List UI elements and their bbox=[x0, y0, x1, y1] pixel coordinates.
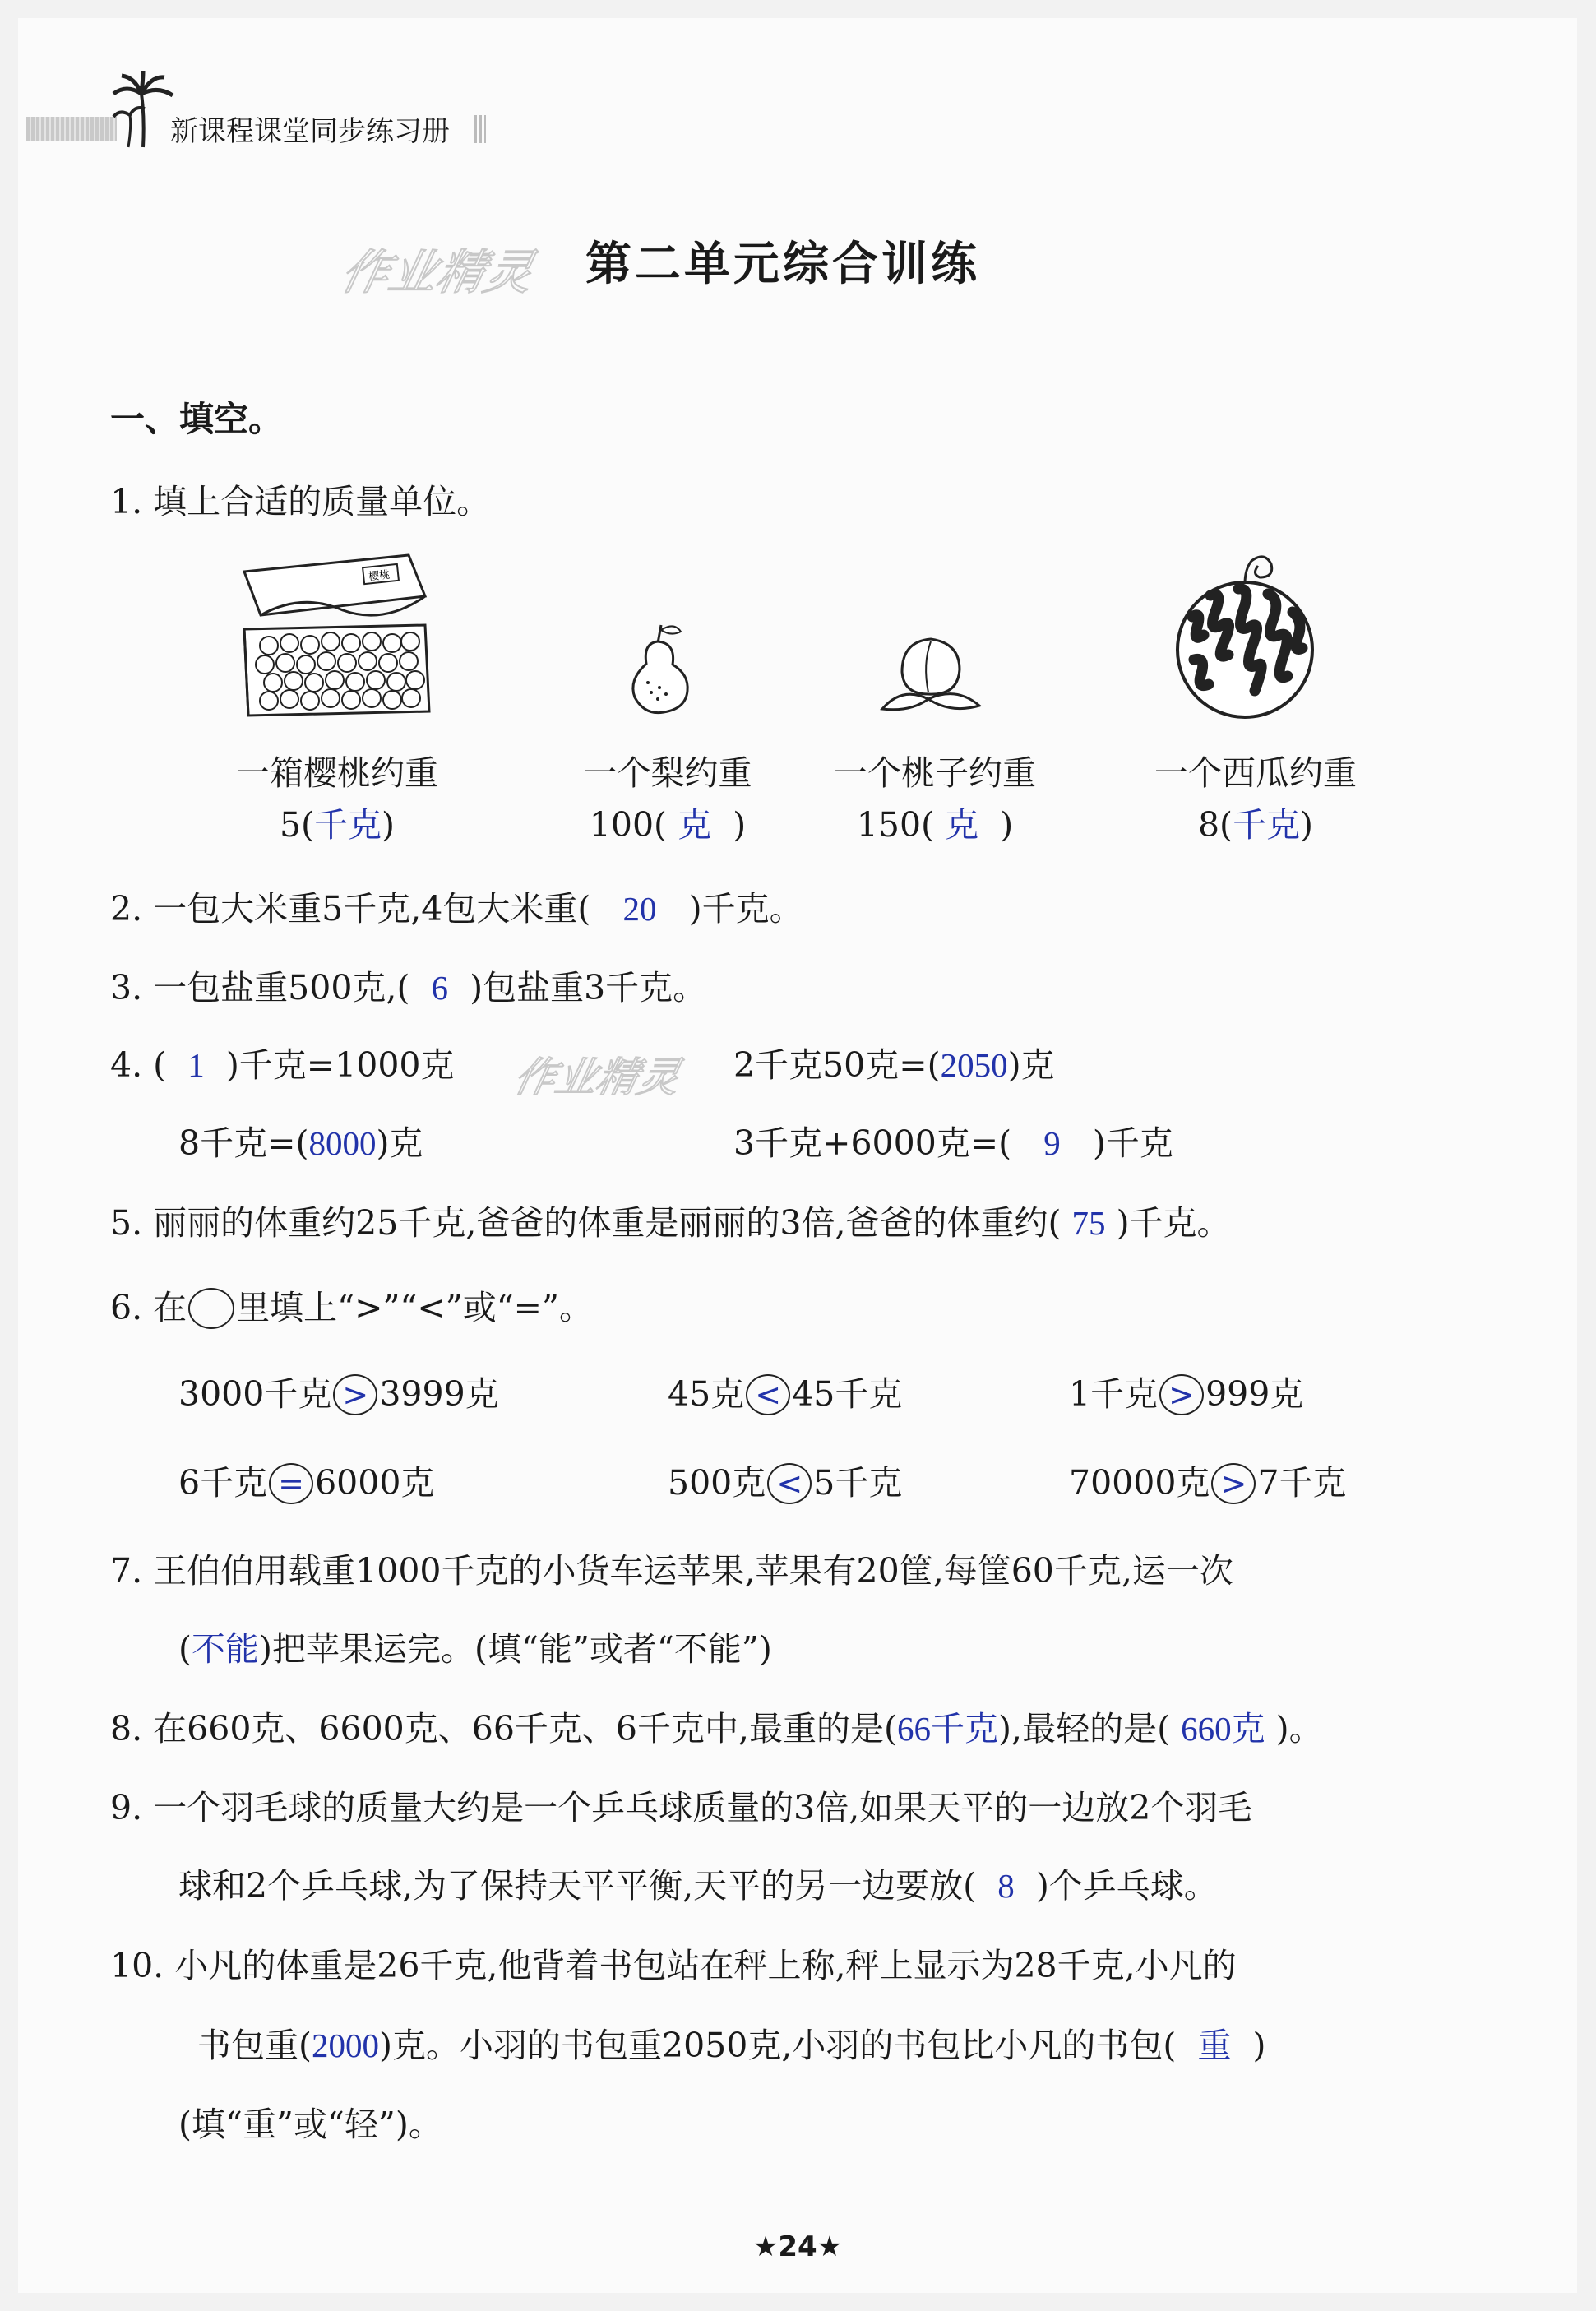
answer-9: 8 bbox=[997, 1867, 1015, 1905]
answer-line-pear: 100( 克 ) bbox=[589, 805, 747, 845]
compare-answer-5: < bbox=[767, 1463, 812, 1504]
question-8: 8. 在660克、6600克、66千克、6千克中,最重的是(66千克),最轻的是( 660克 )。 bbox=[110, 1709, 1323, 1748]
question-4a: 4. ( 1 )千克=1000克 bbox=[110, 1045, 455, 1085]
compare-answer-6: > bbox=[1211, 1463, 1256, 1504]
answer-8b: 660克 bbox=[1181, 1710, 1265, 1748]
compare-item-6: 70000克 > 7千克 bbox=[1069, 1463, 1347, 1503]
question-5: 5. 丽丽的体重约25千克,爸爸的体重是丽丽的3倍,爸爸的体重约( 75 )千克。 bbox=[110, 1203, 1231, 1243]
pear-icon bbox=[618, 618, 701, 717]
caption-cherry: 一箱樱桃约重 bbox=[236, 753, 438, 793]
caption-watermelon: 一个西瓜约重 bbox=[1154, 753, 1357, 793]
question-9-line2: 球和2个乒乓球,为了保持天平平衡,天平的另一边要放( 8 )个乒乓球。 bbox=[178, 1866, 1218, 1906]
caption-peach: 一个桃子约重 bbox=[834, 753, 1036, 793]
question-4b: 2千克50克=(2050)克 bbox=[733, 1045, 1055, 1085]
series-title: 新课程课堂同步练习册 bbox=[170, 115, 450, 148]
question-6: 6. 在 里填上“>”“<”或“=”。 bbox=[110, 1288, 593, 1327]
question-10-line2: 书包重(2000)克。小羽的书包重2050克,小羽的书包比小凡的书包( 重 ) bbox=[197, 2026, 1266, 2065]
answer-line-cherry: 5(千克) bbox=[279, 805, 396, 845]
question-4c: 8千克=(8000)克 bbox=[178, 1123, 423, 1163]
answer-8a: 66千克 bbox=[897, 1710, 999, 1748]
section-heading: 一、填空。 bbox=[110, 399, 284, 439]
answer-line-watermelon: 8(千克) bbox=[1197, 805, 1314, 845]
answer-4b: 2050 bbox=[940, 1046, 1008, 1084]
question-10-line1: 10. 小凡的体重是26千克,他背着书包站在秤上称,秤上显示为28千克,小凡的 bbox=[110, 1946, 1237, 1985]
question-1-text: 1. 填上合适的质量单位。 bbox=[110, 482, 491, 521]
question-4d: 3千克+6000克=( 9 )千克 bbox=[733, 1123, 1173, 1163]
workbook-page bbox=[18, 18, 1577, 2293]
answer-10b: 重 bbox=[1197, 2026, 1232, 2064]
watermark: 作业精灵 bbox=[335, 244, 539, 300]
page-title: 第二单元综合训练 bbox=[585, 238, 980, 291]
peach-icon bbox=[877, 627, 984, 717]
watermark: 作业精灵 bbox=[509, 1054, 685, 1101]
answer-pear: 克 bbox=[678, 806, 712, 844]
header-end-tick bbox=[474, 115, 486, 143]
caption-pear: 一个梨约重 bbox=[583, 753, 752, 793]
question-9-line1: 9. 一个羽毛球的质量大约是一个乒乓球质量的3倍,如果天平的一边放2个羽毛 bbox=[110, 1788, 1252, 1827]
answer-peach: 克 bbox=[945, 806, 979, 844]
answer-4a: 1 bbox=[187, 1046, 205, 1084]
answer-2: 20 bbox=[622, 890, 657, 928]
answer-7: 不能 bbox=[192, 1630, 259, 1668]
question-3: 3. 一包盐重500克,( 6 )包盐重3千克。 bbox=[110, 968, 707, 1007]
box-label: 樱桃 bbox=[368, 568, 391, 584]
question-7-line2: (不能)把苹果运完。(填“能”或者“不能”) bbox=[178, 1629, 772, 1669]
compare-answer-1: > bbox=[333, 1374, 377, 1415]
compare-item-1: 3000千克 > 3999克 bbox=[178, 1374, 499, 1414]
answer-5: 75 bbox=[1071, 1204, 1106, 1242]
answer-3: 6 bbox=[431, 969, 449, 1007]
answer-10a: 2000 bbox=[312, 2026, 379, 2064]
compare-answer-4: = bbox=[269, 1463, 313, 1504]
question-10-line3: (填“重”或“轻”)。 bbox=[178, 2105, 442, 2144]
compare-item-5: 500克 < 5千克 bbox=[668, 1463, 903, 1503]
compare-item-2: 45克 < 45千克 bbox=[668, 1374, 903, 1414]
compare-answer-2: < bbox=[746, 1374, 790, 1415]
page-number: ★24★ bbox=[752, 2230, 843, 2263]
blank-circle-icon bbox=[188, 1288, 234, 1329]
answer-line-peach: 150( 克 ) bbox=[856, 805, 1014, 845]
cherry-box-icon bbox=[236, 551, 442, 724]
compare-item-3: 1千克 > 999克 bbox=[1069, 1374, 1304, 1414]
answer-cherry: 千克 bbox=[314, 806, 382, 844]
answer-watermelon: 千克 bbox=[1233, 806, 1301, 844]
palm-tree-icon bbox=[110, 69, 176, 151]
compare-item-4: 6千克 = 6000克 bbox=[178, 1463, 435, 1503]
answer-4c: 8000 bbox=[308, 1124, 377, 1162]
answer-4d: 9 bbox=[1043, 1124, 1061, 1162]
question-7-line1: 7. 王伯伯用载重1000千克的小货车运苹果,苹果有20筐,每筐60千克,运一次 bbox=[110, 1551, 1233, 1591]
watermelon-icon bbox=[1169, 553, 1334, 725]
header-stripe bbox=[26, 117, 117, 141]
compare-answer-3: > bbox=[1159, 1374, 1204, 1415]
question-2: 2. 一包大米重5千克,4包大米重( 20 )千克。 bbox=[110, 889, 803, 929]
